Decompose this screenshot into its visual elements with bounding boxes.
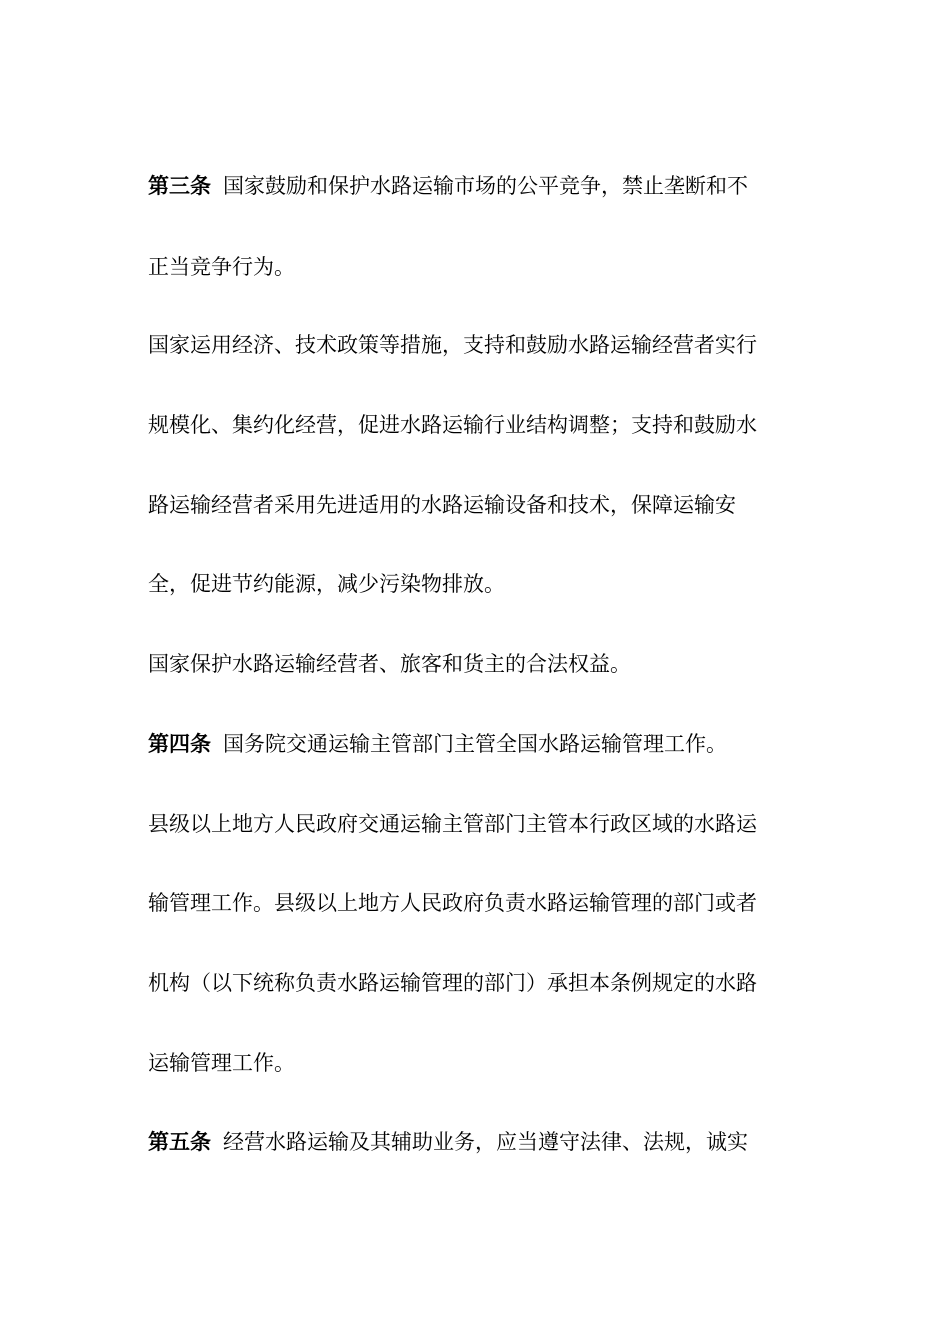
- article-4-para-2-line-4: 运输管理工作。: [148, 1051, 295, 1075]
- article-3-text-1: 国家鼓励和保护水路运输市场的公平竞争，禁止垄断和不: [223, 174, 748, 198]
- article-4-para-2-line-1: 县级以上地方人民政府交通运输主管部门主管本行政区域的水路运: [148, 812, 757, 836]
- article-5-label: 第五条: [148, 1130, 211, 1154]
- article-4-para-2-line-2: 输管理工作。县级以上地方人民政府负责水路运输管理的部门或者: [148, 891, 757, 915]
- article-3-line-2: 正当竞争行为。: [148, 255, 295, 279]
- article-3-para-2-line-1: 国家运用经济、技术政策等措施，支持和鼓励水路运输经营者实行: [148, 333, 757, 357]
- article-5-line-1: [148, 1126, 808, 1158]
- article-3-label: 第三条: [148, 174, 211, 198]
- article-4-para-2-line-3: 机构（以下统称负责水路运输管理的部门）承担本条例规定的水路: [148, 971, 757, 995]
- article-3-para-3-line-1: 国家保护水路运输经营者、旅客和货主的合法权益。: [148, 652, 631, 676]
- article-4-line-1: [148, 728, 808, 760]
- article-5-text-1: 经营水路运输及其辅助业务，应当遵守法律、法规，诚实: [223, 1130, 748, 1154]
- article-3-para-2-line-4: 全，促进节约能源，减少污染物排放。: [148, 572, 505, 596]
- article-3-para-2-line-3: 路运输经营者采用先进适用的水路运输设备和技术，保障运输安: [148, 493, 736, 517]
- article-4-label: 第四条: [148, 732, 211, 756]
- article-4-text-1: 国务院交通运输主管部门主管全国水路运输管理工作。: [223, 732, 727, 756]
- article-3-para-2-line-2: 规模化、集约化经营，促进水路运输行业结构调整；支持和鼓励水: [148, 413, 757, 437]
- article-3-line-1: [148, 170, 808, 202]
